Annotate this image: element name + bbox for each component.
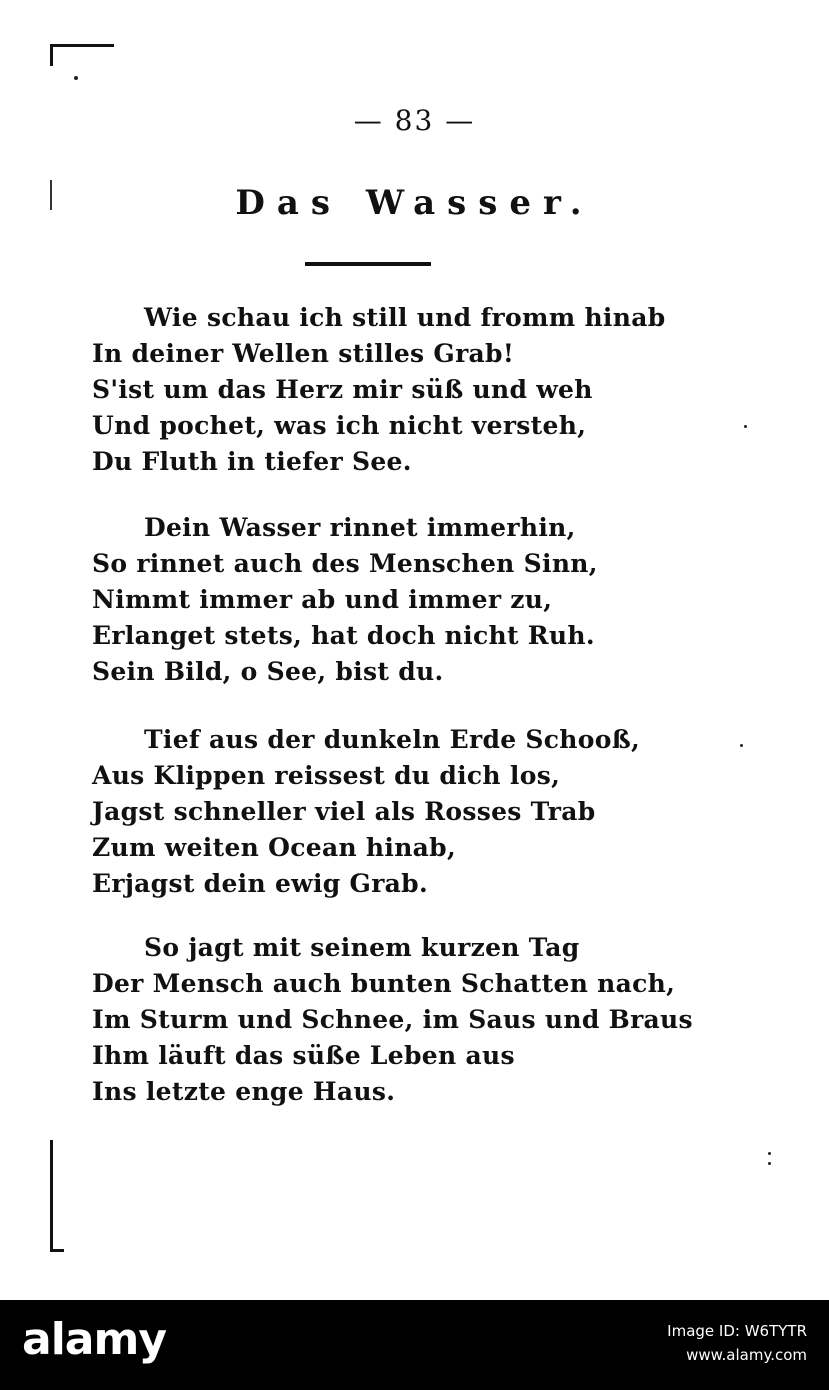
scan-edge-bottom-corner xyxy=(50,1249,64,1252)
scan-speck xyxy=(74,76,78,80)
verse-line: Jagst schneller viel als Rosses Trab xyxy=(92,797,596,826)
verse-line: Und pochet, was ich nicht versteh, xyxy=(92,411,587,440)
verse-line: Erlanget stets, hat doch nicht Ruh. xyxy=(92,621,595,650)
verse-line: Tief aus der dunkeln Erde Schooß, xyxy=(144,725,641,754)
verse-line: So jagt mit seinem kurzen Tag xyxy=(144,933,580,962)
poem-title: Das Wasser. xyxy=(235,183,594,223)
scan-edge-top xyxy=(50,44,114,47)
scan-speck xyxy=(768,1152,771,1155)
verse-line: So rinnet auch des Menschen Sinn, xyxy=(92,549,598,578)
scan-speck xyxy=(768,1162,771,1165)
verse-line: Dein Wasser rinnet immerhin, xyxy=(144,513,576,542)
stanza xyxy=(92,510,652,690)
verse-line: Aus Klippen reissest du dich los, xyxy=(92,761,561,790)
verse-line: Ins letzte enge Haus. xyxy=(92,1077,396,1106)
verse-line: S'ist um das Herz mir süß und weh xyxy=(92,375,593,404)
scan-edge-top-corner xyxy=(50,44,53,66)
verse-line: Wie schau ich still und fromm hinab xyxy=(144,303,666,332)
verse-line: Sein Bild, o See, bist du. xyxy=(92,657,444,686)
stanza xyxy=(92,930,693,1110)
verse-line: Erjagst dein ewig Grab. xyxy=(92,869,428,898)
stanza xyxy=(92,300,666,480)
image-id-label: Image ID: W6TYTR xyxy=(667,1322,807,1340)
verse-line: In deiner Wellen stilles Grab! xyxy=(92,339,515,368)
scan-speck xyxy=(744,425,747,428)
alamy-logo: alamy xyxy=(22,1314,166,1365)
page-number: — 83 — xyxy=(353,104,476,137)
verse-line: Ihm läuft das süße Leben aus xyxy=(92,1041,515,1070)
stanza xyxy=(92,722,652,902)
verse-line: Du Fluth in tiefer See. xyxy=(92,447,412,476)
scan-edge-bottom xyxy=(50,1140,53,1252)
verse-line: Im Sturm und Schnee, im Saus und Braus xyxy=(92,1005,693,1034)
scan-speck xyxy=(740,744,743,747)
verse-line: Nimmt immer ab und immer zu, xyxy=(92,585,553,614)
site-url: www.alamy.com xyxy=(686,1346,807,1364)
watermark-footer xyxy=(0,1300,829,1390)
verse-line: Der Mensch auch bunten Schatten nach, xyxy=(92,969,676,998)
title-rule xyxy=(305,262,431,266)
verse-line: Zum weiten Ocean hinab, xyxy=(92,833,456,862)
